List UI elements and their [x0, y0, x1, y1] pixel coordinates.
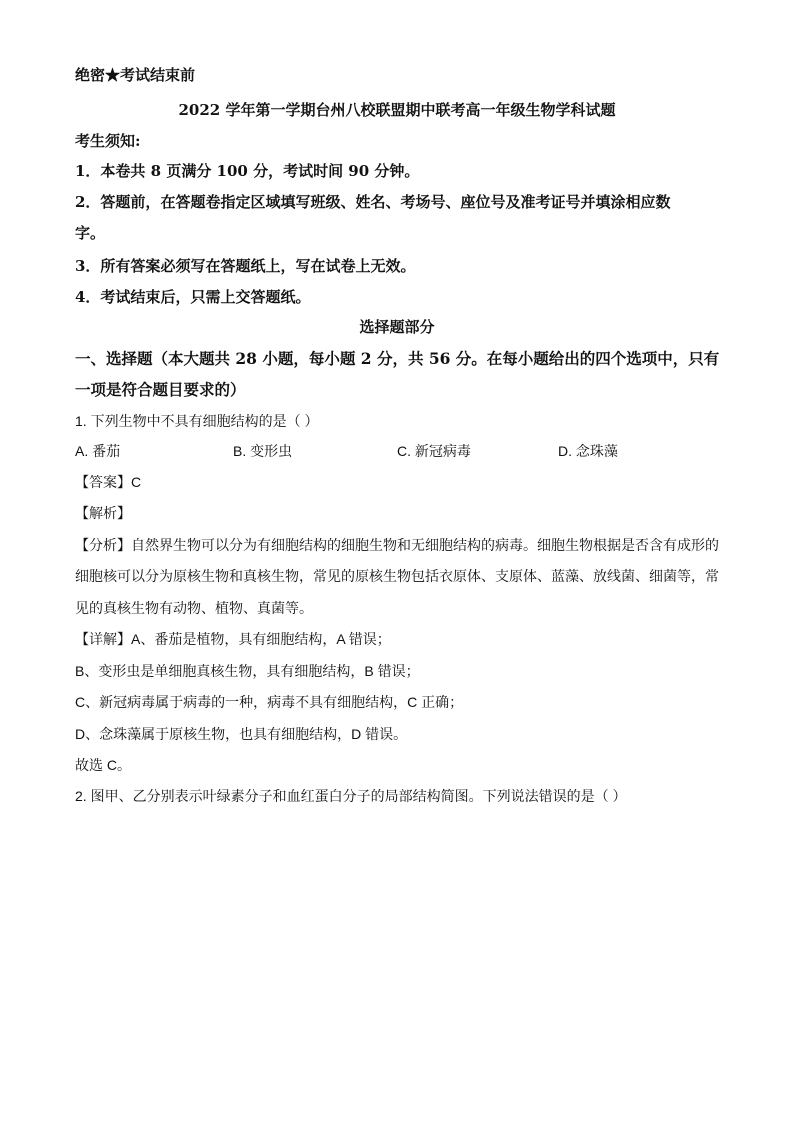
- detail-text-a: A、番茄是植物，具有细胞结构，A 错误；: [131, 631, 391, 647]
- question-1-stem: 1. 下列生物中不具有细胞结构的是（ ）: [75, 413, 319, 429]
- option-b: B. 变形虫: [233, 443, 293, 459]
- question-1-options: [75, 441, 735, 461]
- answer-value: C: [131, 474, 142, 490]
- option-a: A. 番茄: [75, 443, 121, 459]
- question-2-stem: 2. 图甲、乙分别表示叶绿素分子和血红蛋白分子的局部结构简图。下列说法错误的是（ ）: [75, 788, 627, 804]
- fenxi-text-1: 自然界生物可以分为有细胞结构的细胞生物和无细胞结构的病毒。细胞生物根据是否含有成形的: [131, 537, 719, 553]
- answer-line: [75, 472, 141, 492]
- notice-item-4: 4．考试结束后，只需上交答题纸。: [75, 288, 311, 306]
- top-secret-label: 绝密★考试结束前: [75, 66, 196, 84]
- exam-title: 2022 学年第一学期台州八校联盟期中联考高一年级生物学科试题: [178, 101, 616, 119]
- notice-item-3: 3．所有答案必须写在答题纸上，写在试卷上无效。: [75, 257, 416, 275]
- detail-line-c: C、新冠病毒属于病毒的一种，病毒不具有细胞结构，C 正确；: [75, 694, 464, 710]
- conclusion: 故选 C。: [75, 757, 131, 773]
- analysis-line-1: [75, 535, 719, 555]
- notice-item-2: 2．答题前，在答题卷指定区域填写班级、姓名、考场号、座位号及准考证号并填涂相应数: [75, 193, 671, 211]
- detail-line-d: D、念珠藻属于原核生物，也具有细胞结构，D 错误。: [75, 726, 408, 742]
- analysis-tag: 【解析】: [75, 505, 131, 521]
- option-c: C. 新冠病毒: [397, 443, 471, 459]
- detail-tag: 【详解】: [75, 632, 131, 648]
- detail-line-a: [75, 629, 391, 649]
- notice-item-2-cont: 字。: [75, 224, 106, 242]
- option-d: D. 念珠藻: [558, 443, 618, 459]
- analysis-line-3: 见的真核生物有动物、植物、真菌等。: [75, 600, 313, 616]
- part1-instruction: 一、选择题（本大题共 28 小题，每小题 2 分，共 56 分。在每小题给出的四个选项中，只有: [75, 349, 720, 368]
- notice-item-1: 1．本卷共 8 页满分 100 分，考试时间 90 分钟。: [75, 162, 420, 180]
- section-title: 选择题部分: [359, 318, 435, 336]
- analysis-line-2: 细胞核可以分为原核生物和真核生物，常见的原核生物包括衣原体、支原体、蓝藻、放线菌、细菌等，常: [75, 568, 719, 584]
- notice-heading: 考生须知:: [75, 132, 141, 150]
- answer-tag: 【答案】: [75, 475, 131, 491]
- part1-instruction-cont: 一项是符合题目要求的）: [75, 380, 246, 399]
- detail-line-b: B、变形虫是单细胞真核生物，具有细胞结构，B 错误；: [75, 663, 420, 679]
- fenxi-tag: 【分析】: [75, 538, 131, 554]
